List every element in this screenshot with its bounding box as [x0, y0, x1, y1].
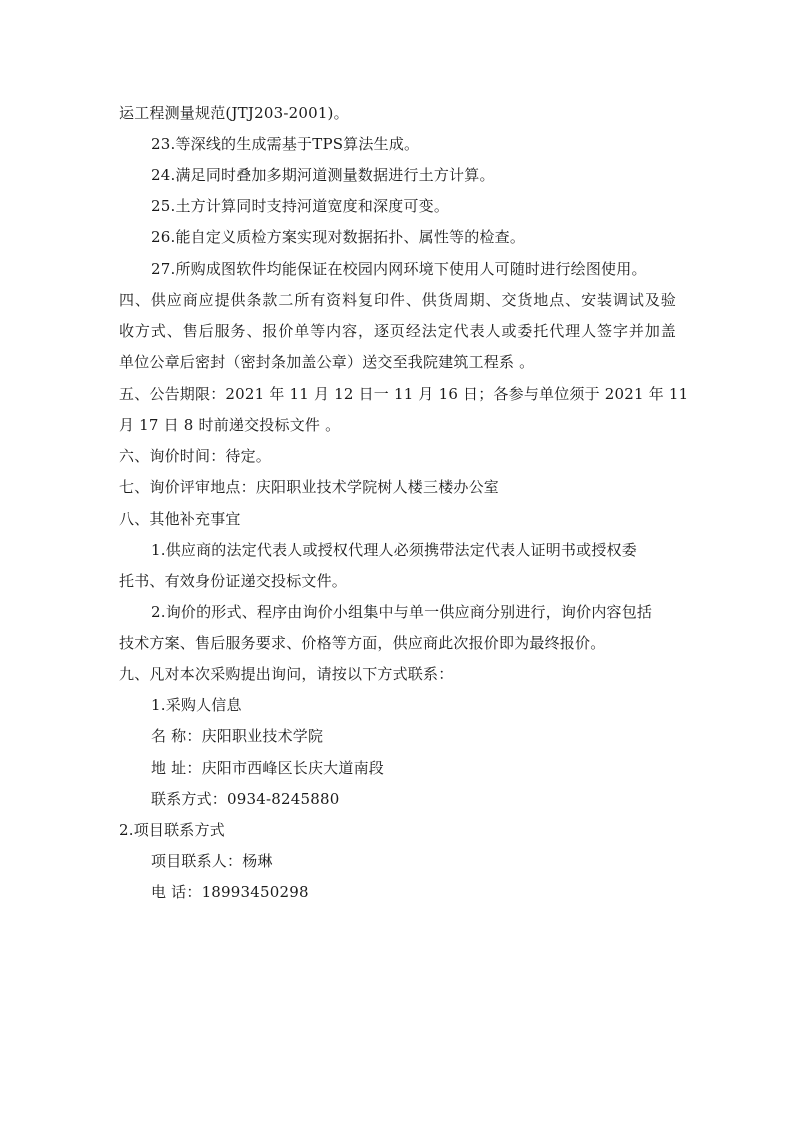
- section-8-item-1-line-2: 托书、有效身份证递交投标文件。: [119, 572, 348, 590]
- project-contact-heading: 2.项目联系方式: [119, 821, 225, 839]
- section-4-line-3: 单位公章后密封（密封条加盖公章）送交至我院建筑工程系 。: [119, 353, 535, 371]
- section-8-item-1-line-1: 1.供应商的法定代表人或授权代理人必须携带法定代表人证明书或授权委: [151, 541, 637, 559]
- purchaser-name: 名 称：庆阳职业技术学院: [151, 727, 324, 745]
- requirement-item-27: 27.所购成图软件均能保证在校园内网环境下使用人可随时进行绘图使用。: [151, 260, 647, 278]
- section-9-heading: 九、凡对本次采购提出询问，请按以下方式联系：: [119, 665, 454, 683]
- purchaser-phone: 联系方式：0934-8245880: [151, 790, 340, 808]
- section-6: 六、询价时间：待定。: [119, 447, 272, 465]
- section-5-line-1: 五、公告期限：2021 年 11 月 12 日一 11 月 16 日；各参与单位须于 2021 年 11: [119, 385, 689, 403]
- requirement-item-26: 26.能自定义质检方案实现对数据拓扑、属性等的检查。: [151, 228, 526, 246]
- section-4-line-2: 收方式、售后服务、报价单等内容，逐页经法定代表人或委托代理人签字并加盖: [119, 322, 676, 340]
- requirement-item-23: 23.等深线的生成需基于TPS算法生成。: [151, 135, 420, 153]
- section-5-line-2: 月 17 日 8 时前递交投标文件 。: [119, 416, 341, 434]
- section-7: 七、询价评审地点：庆阳职业技术学院树人楼三楼办公室: [119, 478, 500, 496]
- section-8-heading: 八、其他补充事宜: [119, 510, 241, 528]
- project-contact-person: 项目联系人：杨琳: [151, 852, 273, 870]
- purchaser-info-heading: 1.采购人信息: [151, 696, 242, 714]
- section-8-item-2-line-1: 2.询价的形式、程序由询价小组集中与单一供应商分别进行，询价内容包括: [151, 603, 653, 621]
- text-line-standard-reference: 运工程测量规范(JTJ203-2001)。: [119, 104, 349, 122]
- purchaser-address: 地 址：庆阳市西峰区长庆大道南段: [151, 759, 384, 777]
- section-8-item-2-line-2: 技术方案、售后服务要求、价格等方面，供应商此次报价即为最终报价。: [119, 634, 606, 652]
- requirement-item-25: 25.土方计算同时支持河道宽度和深度可变。: [151, 197, 450, 215]
- section-4-line-1: 四、供应商应提供条款二所有资料复印件、供货周期、交货地点、安装调试及验: [119, 291, 676, 309]
- requirement-item-24: 24.满足同时叠加多期河道测量数据进行土方计算。: [151, 166, 495, 184]
- project-contact-phone: 电 话：18993450298: [151, 883, 309, 901]
